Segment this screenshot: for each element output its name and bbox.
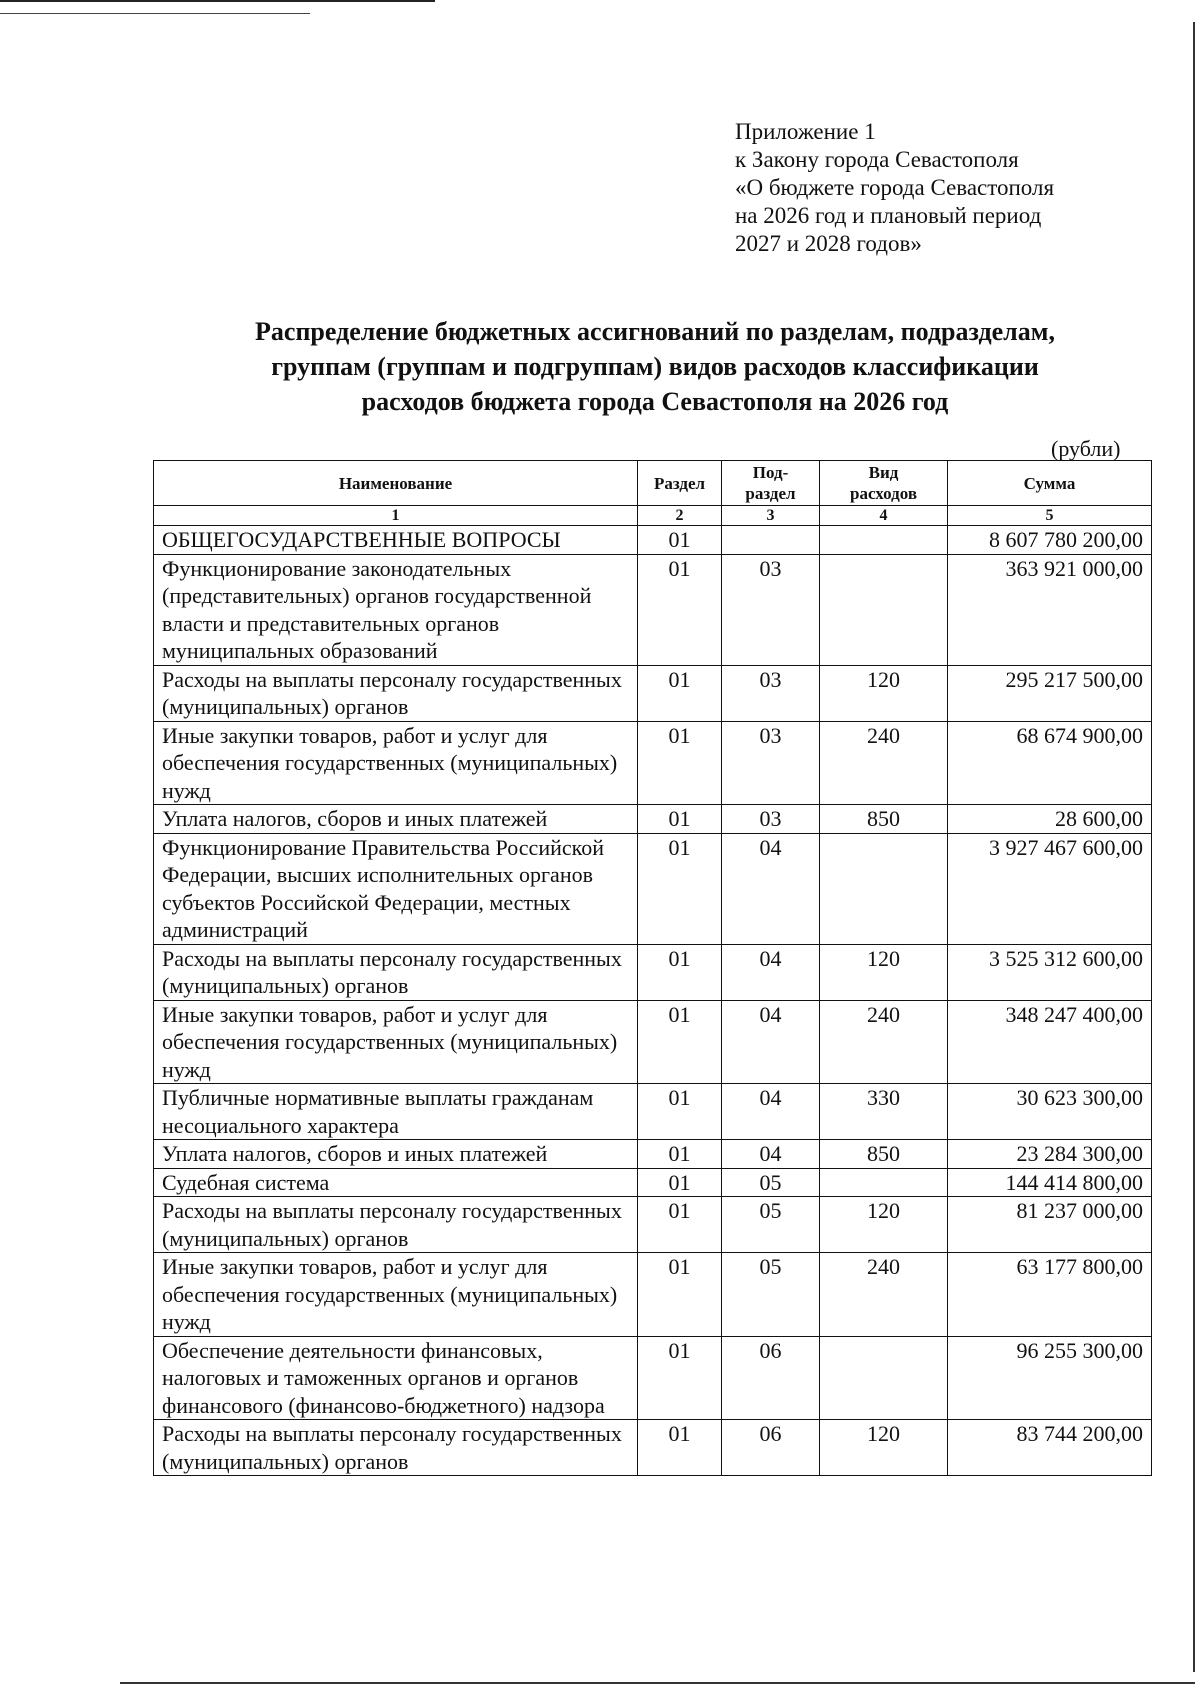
scan-edge-right <box>1193 22 1195 1672</box>
row-subsection: 06 <box>722 1420 820 1476</box>
row-type <box>820 833 948 944</box>
row-section: 01 <box>638 1336 722 1420</box>
row-name: Уплата налогов, сборов и иных платежей <box>154 1140 638 1169</box>
table-row <box>154 721 1152 805</box>
unit-label: (рубли) <box>1051 436 1121 461</box>
row-section: 01 <box>638 721 722 805</box>
row-name: Расходы на выплаты персоналу государственных (муниципальных) органов <box>154 1420 638 1476</box>
row-amount: 30 623 300,00 <box>948 1084 1152 1140</box>
row-subsection: 04 <box>722 1084 820 1140</box>
row-amount: 83 744 200,00 <box>948 1420 1152 1476</box>
row-section: 01 <box>638 1168 722 1197</box>
row-subsection: 04 <box>722 944 820 1000</box>
column-number: 1 <box>154 506 638 526</box>
row-section: 01 <box>638 833 722 944</box>
header-amount: Сумма <box>948 461 1152 506</box>
header-subsection-line2: раздел <box>745 484 796 503</box>
appendix-line: на 2026 год и плановый период <box>735 203 1042 228</box>
row-name: Уплата налогов, сборов и иных платежей <box>154 805 638 834</box>
row-amount: 8 607 780 200,00 <box>948 526 1152 555</box>
row-amount: 295 217 500,00 <box>948 665 1152 721</box>
row-amount: 3 525 312 600,00 <box>948 944 1152 1000</box>
row-section: 01 <box>638 1140 722 1169</box>
scan-edge-bottom <box>120 1682 1195 1684</box>
table-row <box>154 805 1152 834</box>
row-type: 240 <box>820 721 948 805</box>
row-name: Публичные нормативные выплаты гражданам несоциального характера <box>154 1084 638 1140</box>
row-section: 01 <box>638 944 722 1000</box>
row-type: 240 <box>820 1253 948 1337</box>
row-section: 01 <box>638 554 722 665</box>
row-name: Судебная система <box>154 1168 638 1197</box>
row-subsection: 05 <box>722 1253 820 1337</box>
row-section: 01 <box>638 526 722 555</box>
budget-table <box>153 460 1152 1476</box>
appendix-line: «О бюджете города Севастополя <box>735 175 1055 200</box>
row-subsection: 05 <box>722 1168 820 1197</box>
row-type <box>820 554 948 665</box>
row-name: Функционирование Правительства Российской Федерации, высших исполнительных органов субъектов Российской Федерации, местных администраций <box>154 833 638 944</box>
row-type: 330 <box>820 1084 948 1140</box>
row-subsection: 04 <box>722 1140 820 1169</box>
row-subsection: 04 <box>722 833 820 944</box>
column-number: 3 <box>722 506 820 526</box>
column-number-row <box>154 506 1152 526</box>
column-number: 2 <box>638 506 722 526</box>
column-number: 5 <box>948 506 1152 526</box>
row-type <box>820 1168 948 1197</box>
row-subsection: 04 <box>722 1000 820 1084</box>
header-section: Раздел <box>638 461 722 506</box>
row-section: 01 <box>638 1000 722 1084</box>
row-name: Иные закупки товаров, работ и услуг для обеспечения государственных (муниципальных) нужд <box>154 1000 638 1084</box>
header-subsection-line1: Под- <box>752 463 789 482</box>
row-subsection <box>722 526 820 555</box>
scan-edge-top-secondary <box>0 13 310 14</box>
table-row <box>154 1253 1152 1337</box>
row-section: 01 <box>638 665 722 721</box>
table-row <box>154 526 1152 555</box>
row-amount: 28 600,00 <box>948 805 1152 834</box>
row-name: Иные закупки товаров, работ и услуг для обеспечения государственных (муниципальных) нужд <box>154 721 638 805</box>
row-section: 01 <box>638 1253 722 1337</box>
table-row <box>154 1420 1152 1476</box>
row-type: 850 <box>820 1140 948 1169</box>
row-amount: 3 927 467 600,00 <box>948 833 1152 944</box>
row-type: 120 <box>820 1197 948 1253</box>
row-amount: 23 284 300,00 <box>948 1140 1152 1169</box>
header-name: Наименование <box>154 461 638 506</box>
row-type: 240 <box>820 1000 948 1084</box>
table-row <box>154 665 1152 721</box>
header-expense-type <box>820 461 948 506</box>
row-amount: 348 247 400,00 <box>948 1000 1152 1084</box>
table-row <box>154 1000 1152 1084</box>
row-section: 01 <box>638 1197 722 1253</box>
appendix-line: Приложение 1 <box>735 119 876 144</box>
row-subsection: 03 <box>722 721 820 805</box>
row-type <box>820 1336 948 1420</box>
row-type: 120 <box>820 944 948 1000</box>
title-line: расходов бюджета города Севастополя на 2026 год <box>361 387 949 416</box>
table-row <box>154 833 1152 944</box>
row-section: 01 <box>638 1084 722 1140</box>
row-type <box>820 526 948 555</box>
header-type-line2: расходов <box>850 484 917 503</box>
appendix-line: 2027 и 2028 годов» <box>735 231 922 256</box>
row-amount: 68 674 900,00 <box>948 721 1152 805</box>
row-amount: 363 921 000,00 <box>948 554 1152 665</box>
scan-edge-top <box>0 0 435 2</box>
row-section: 01 <box>638 805 722 834</box>
table-row <box>154 1197 1152 1253</box>
title-line: группам (группам и подгруппам) видов расходов классификации <box>271 352 1039 381</box>
table-row <box>154 554 1152 665</box>
row-amount: 96 255 300,00 <box>948 1336 1152 1420</box>
header-subsection <box>722 461 820 506</box>
row-subsection: 06 <box>722 1336 820 1420</box>
table-header-row <box>154 461 1152 506</box>
row-section: 01 <box>638 1420 722 1476</box>
row-subsection: 03 <box>722 805 820 834</box>
header-type-line1: Вид <box>868 463 899 482</box>
row-subsection: 05 <box>722 1197 820 1253</box>
table-row <box>154 1084 1152 1140</box>
row-name: Иные закупки товаров, работ и услуг для обеспечения государственных (муниципальных) нужд <box>154 1253 638 1337</box>
title-line: Распределение бюджетных ассигнований по разделам, подразделам, <box>255 317 1055 346</box>
row-name: Функционирование законодательных (представительных) органов государственной власти и представительных органов муниципальных образований <box>154 554 638 665</box>
row-type: 120 <box>820 665 948 721</box>
row-subsection: 03 <box>722 665 820 721</box>
column-number: 4 <box>820 506 948 526</box>
row-name: Расходы на выплаты персоналу государственных (муниципальных) органов <box>154 944 638 1000</box>
row-name: ОБЩЕГОСУДАРСТВЕННЫЕ ВОПРОСЫ <box>154 526 638 555</box>
appendix-note <box>735 118 1054 258</box>
row-name: Обеспечение деятельности финансовых, налоговых и таможенных органов и органов финансового (финансово-бюджетного) надзора <box>154 1336 638 1420</box>
document-title <box>120 314 1190 419</box>
table-row <box>154 1168 1152 1197</box>
row-name: Расходы на выплаты персоналу государственных (муниципальных) органов <box>154 665 638 721</box>
row-amount: 81 237 000,00 <box>948 1197 1152 1253</box>
table-row <box>154 1336 1152 1420</box>
table-row <box>154 944 1152 1000</box>
row-type: 120 <box>820 1420 948 1476</box>
row-subsection: 03 <box>722 554 820 665</box>
row-name: Расходы на выплаты персоналу государственных (муниципальных) органов <box>154 1197 638 1253</box>
row-type: 850 <box>820 805 948 834</box>
table-row <box>154 1140 1152 1169</box>
row-amount: 63 177 800,00 <box>948 1253 1152 1337</box>
appendix-line: к Закону города Севастополя <box>735 147 1019 172</box>
row-amount: 144 414 800,00 <box>948 1168 1152 1197</box>
